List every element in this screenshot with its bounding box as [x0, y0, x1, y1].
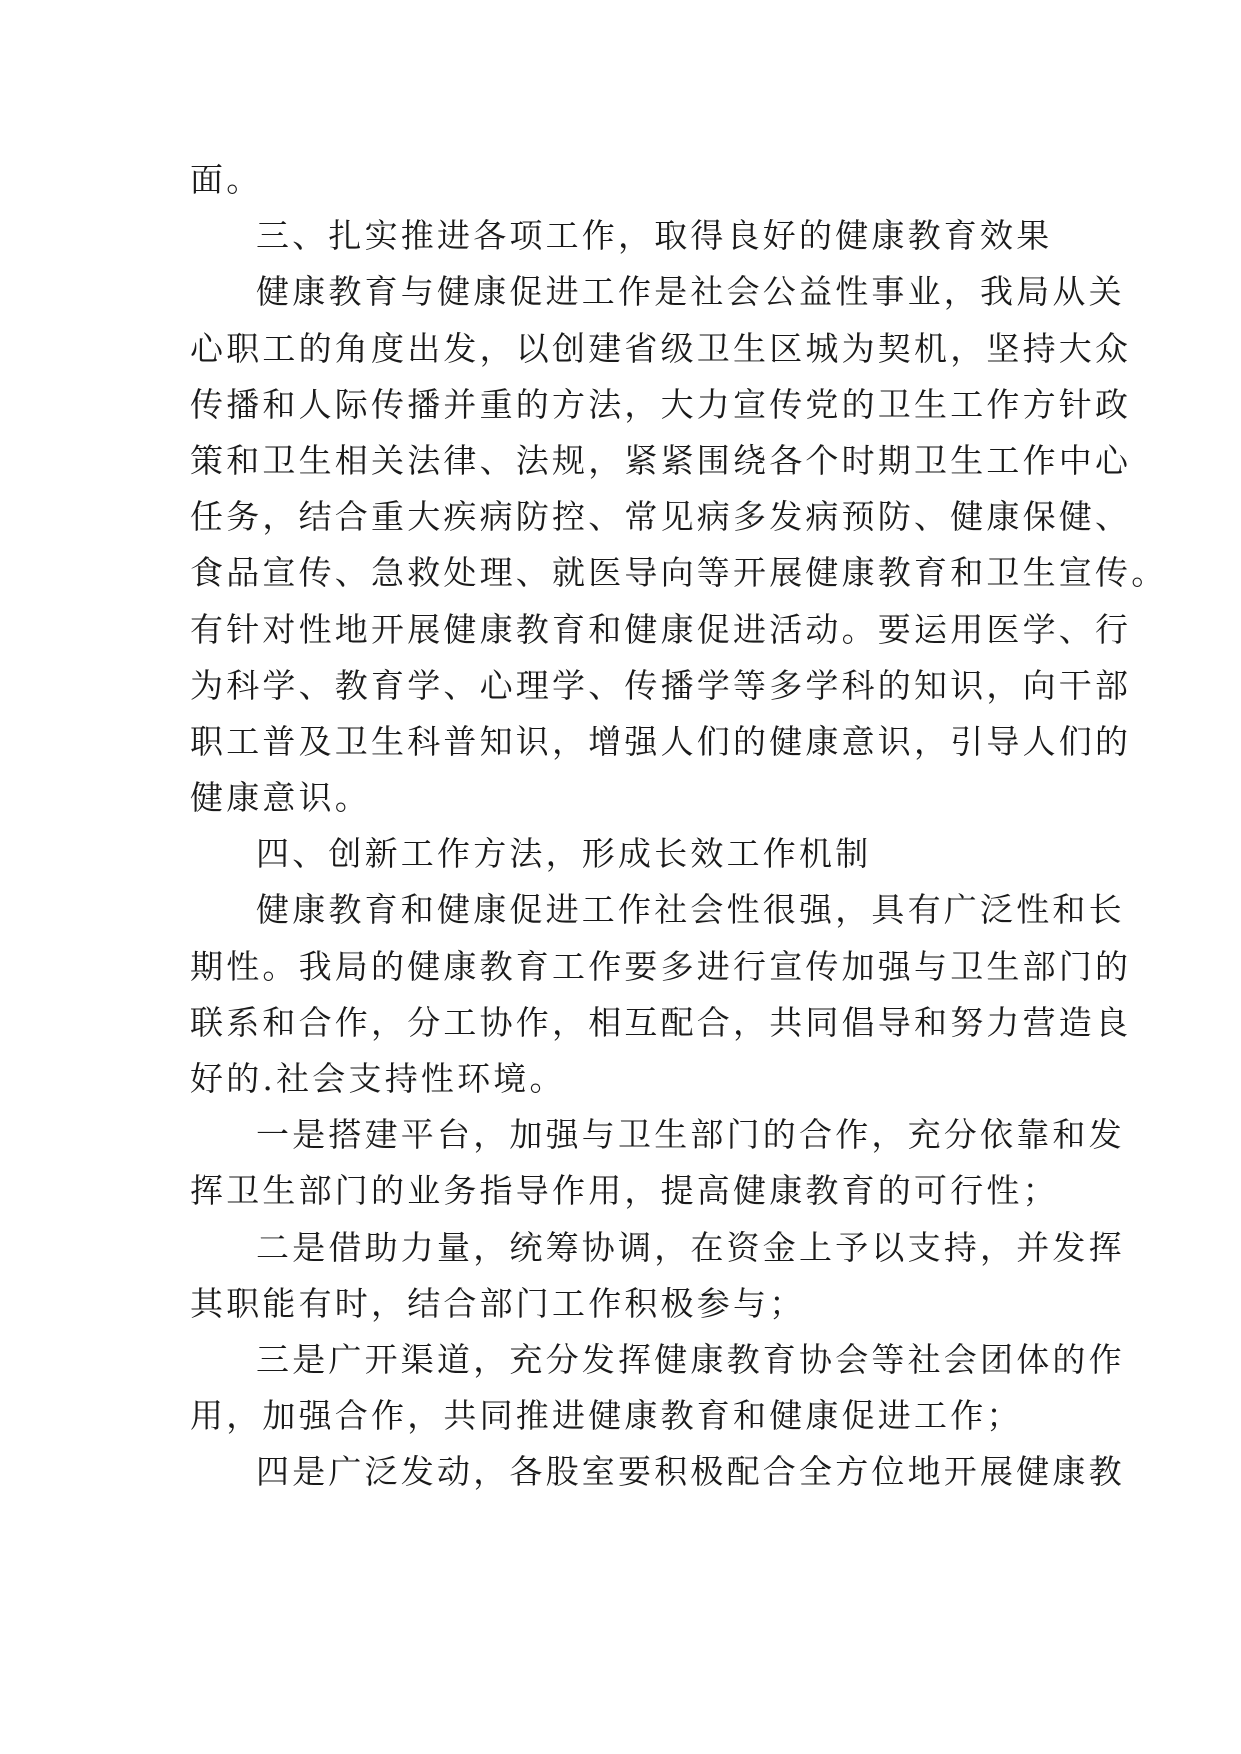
text-line: 有针对性地开展健康教育和健康促进活动。要运用医学、行: [190, 609, 1132, 649]
text-line: 为科学、教育学、心理学、传播学等多学科的知识，向干部: [190, 665, 1132, 705]
list-item-3: 三是广开渠道，充分发挥健康教育协会等社会团体的作: [256, 1339, 1125, 1379]
section-heading-3: 三、扎实推进各项工作，取得良好的健康教育效果: [256, 216, 1053, 256]
section-heading-4: 四、创新工作方法，形成长效工作机制: [256, 834, 872, 874]
text-line: 挥卫生部门的业务指导作用，提高健康教育的可行性；: [190, 1171, 1059, 1211]
text-line: 传播和人际传播并重的方法，大力宣传党的卫生工作方针政: [190, 384, 1132, 424]
text-line: 任务，结合重大疾病防控、常见病多发病预防、健康保健、: [190, 497, 1132, 537]
text-line: 策和卫生相关法律、法规，紧紧围绕各个时期卫生工作中心: [190, 440, 1132, 480]
text-line: 职工普及卫生科普知识，增强人们的健康意识，引导人们的: [190, 721, 1132, 761]
text-line: 好的.社会支持性环境。: [190, 1059, 566, 1098]
list-item-1: 一是搭建平台，加强与卫生部门的合作，充分依靠和发: [256, 1115, 1125, 1155]
text-line: 健康教育与健康促进工作是社会公益性事业，我局从关: [256, 272, 1125, 312]
text-line: 联系和合作，分工协作，相互配合，共同倡导和努力营造良: [190, 1002, 1132, 1042]
document-body: [190, 152, 1168, 1501]
text-line: 心职工的角度出发，以创建省级卫生区城为契机，坚持大众: [190, 328, 1132, 368]
text-line: 面。: [190, 160, 263, 199]
text-line: 期性。我局的健康教育工作要多进行宣传加强与卫生部门的: [190, 946, 1132, 986]
text-line: 用，加强合作，共同推进健康教育和健康促进工作；: [190, 1396, 1023, 1436]
list-item-2: 二是借助力量，统筹协调，在资金上予以支持，并发挥: [256, 1227, 1125, 1267]
text-line: 健康教育和健康促进工作社会性很强，具有广泛性和长: [256, 890, 1125, 930]
text-line: 健康意识。: [190, 778, 371, 818]
text-line: 其职能有时，结合部门工作积极参与；: [190, 1283, 806, 1323]
text-line: 食品宣传、急救处理、就医导向等开展健康教育和卫生宣传。: [190, 553, 1168, 593]
list-item-4: 四是广泛发动，各股室要积极配合全方位地开展健康教: [256, 1452, 1125, 1492]
